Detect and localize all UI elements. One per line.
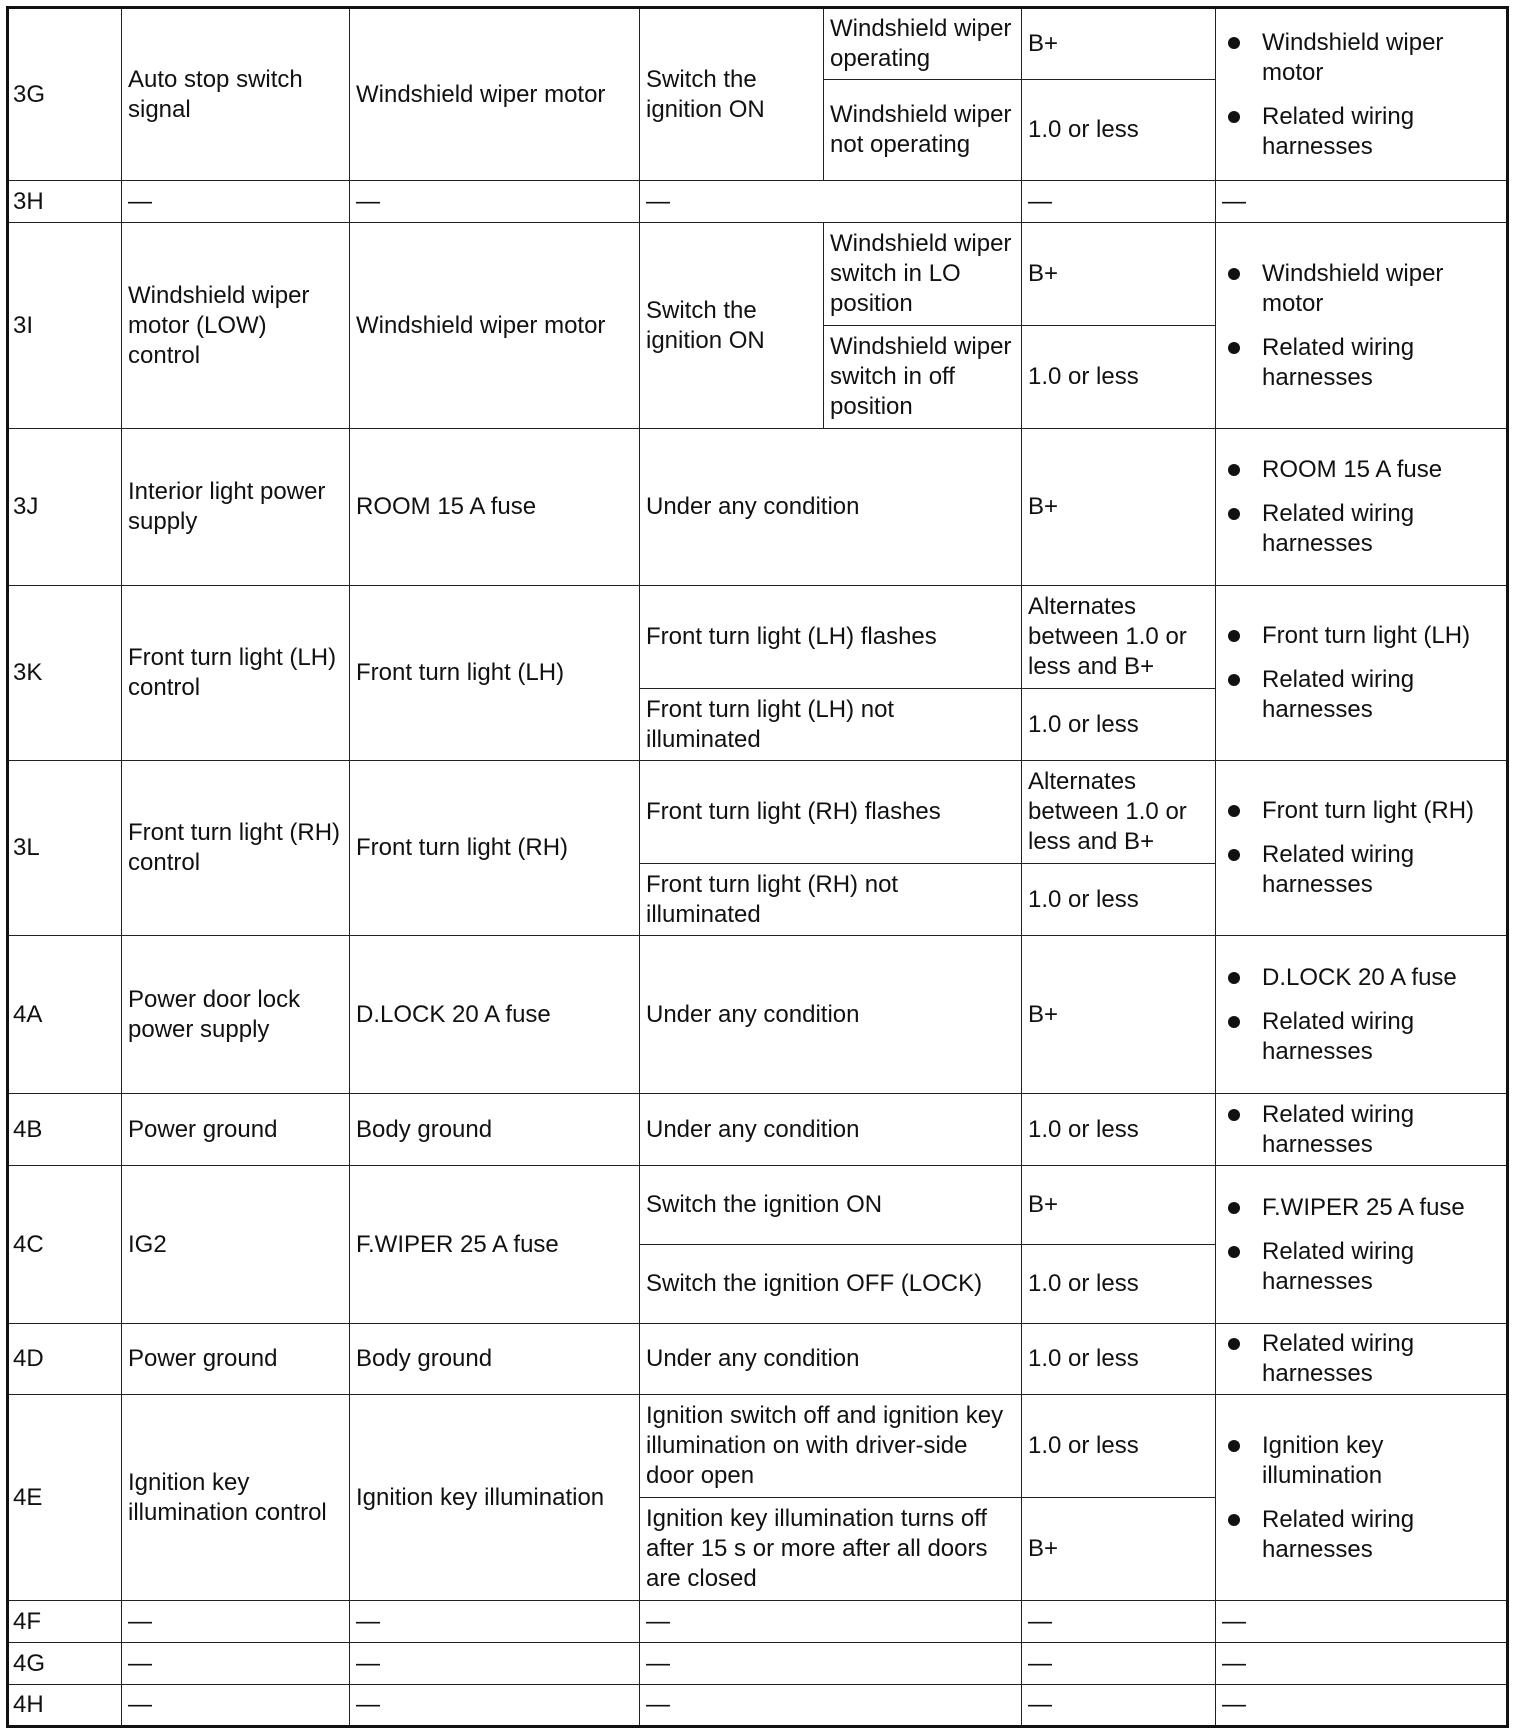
inspection-cell [1216, 1166, 1508, 1324]
inspection-item: Related wiring harnesses [1262, 499, 1500, 559]
signal-cell: Auto stop switch signal [122, 8, 350, 181]
condition-cell: Under any condition [640, 1094, 1022, 1166]
inspection-item: Windshield wiper motor [1262, 28, 1500, 88]
inspection-item: Front turn light (LH) [1262, 621, 1500, 651]
inspection-item: Ignition key illumination [1262, 1431, 1500, 1491]
voltage-cell: — [1022, 1643, 1216, 1685]
signal-cell: — [122, 181, 350, 223]
voltage-cell: B+ [1022, 8, 1216, 80]
signal-cell: Power door lock power supply [122, 936, 350, 1094]
table-row [8, 586, 1508, 689]
connected-to-cell: Front turn light (LH) [350, 586, 640, 761]
connected-to-cell: — [350, 181, 640, 223]
condition-cell: Switch the ignition ON [640, 223, 824, 429]
terminal-cell: 4F [8, 1601, 122, 1643]
condition-cell: Ignition key illumination turns off after 15 s or more after all doors are closed [640, 1498, 1022, 1601]
condition-cell: Front turn light (RH) flashes [640, 761, 1022, 864]
voltage-cell: B+ [1022, 429, 1216, 586]
connected-to-cell: — [350, 1643, 640, 1685]
voltage-cell: 1.0 or less [1022, 1395, 1216, 1498]
signal-cell: — [122, 1685, 350, 1727]
voltage-cell: B+ [1022, 936, 1216, 1094]
connected-to-cell: — [350, 1601, 640, 1643]
inspection-cell: — [1216, 1601, 1508, 1643]
table-row [8, 1685, 1508, 1727]
inspection-item: Related wiring harnesses [1262, 665, 1500, 725]
table-row [8, 8, 1508, 80]
condition-cell: — [640, 181, 1022, 223]
terminal-cell: 4D [8, 1324, 122, 1395]
condition-cell: Under any condition [640, 1324, 1022, 1395]
terminal-cell: 3J [8, 429, 122, 586]
inspection-item: Windshield wiper motor [1262, 259, 1500, 319]
voltage-cell: 1.0 or less [1022, 1094, 1216, 1166]
inspection-item: Related wiring harnesses [1262, 1237, 1500, 1297]
terminal-cell: 4H [8, 1685, 122, 1727]
voltage-cell: 1.0 or less [1022, 1324, 1216, 1395]
table-row [8, 936, 1508, 1094]
connected-to-cell: Windshield wiper motor [350, 8, 640, 181]
table-row [8, 1166, 1508, 1245]
voltage-cell: Alternates between 1.0 or less and B+ [1022, 761, 1216, 864]
condition-cell: — [640, 1643, 1022, 1685]
signal-cell: Power ground [122, 1094, 350, 1166]
table-row [8, 181, 1508, 223]
table-row [8, 1324, 1508, 1395]
voltage-cell: — [1022, 1601, 1216, 1643]
inspection-cell: — [1216, 1643, 1508, 1685]
terminal-cell: 4B [8, 1094, 122, 1166]
table-row [8, 429, 1508, 586]
inspection-item: Related wiring harnesses [1262, 1100, 1500, 1160]
terminal-voltage-table [6, 6, 1509, 1728]
signal-cell: Front turn light (RH) control [122, 761, 350, 936]
condition-cell: Front turn light (LH) not illuminated [640, 689, 1022, 761]
voltage-cell: — [1022, 1685, 1216, 1727]
connected-to-cell: Windshield wiper motor [350, 223, 640, 429]
voltage-cell: B+ [1022, 223, 1216, 326]
sub-condition-cell: Windshield wiper switch in LO position [824, 223, 1022, 326]
voltage-cell: 1.0 or less [1022, 326, 1216, 429]
inspection-cell [1216, 429, 1508, 586]
voltage-cell: — [1022, 181, 1216, 223]
signal-cell: — [122, 1601, 350, 1643]
condition-cell: Front turn light (RH) not illuminated [640, 864, 1022, 936]
table-row [8, 761, 1508, 864]
signal-cell: — [122, 1643, 350, 1685]
connected-to-cell: Front turn light (RH) [350, 761, 640, 936]
condition-cell: Front turn light (LH) flashes [640, 586, 1022, 689]
signal-cell: Power ground [122, 1324, 350, 1395]
inspection-cell [1216, 1324, 1508, 1395]
condition-cell: Switch the ignition OFF (LOCK) [640, 1245, 1022, 1324]
terminal-cell: 4A [8, 936, 122, 1094]
table-row [8, 1395, 1508, 1498]
inspection-item: Related wiring harnesses [1262, 333, 1500, 393]
condition-cell: Under any condition [640, 429, 1022, 586]
inspection-cell [1216, 761, 1508, 936]
voltage-cell: B+ [1022, 1166, 1216, 1245]
signal-cell: IG2 [122, 1166, 350, 1324]
terminal-cell: 3L [8, 761, 122, 936]
inspection-cell [1216, 8, 1508, 181]
signal-cell: Ignition key illumination control [122, 1395, 350, 1601]
table-row [8, 1601, 1508, 1643]
connected-to-cell: ROOM 15 A fuse [350, 429, 640, 586]
voltage-cell: 1.0 or less [1022, 864, 1216, 936]
inspection-item: Front turn light (RH) [1262, 796, 1500, 826]
condition-cell: Under any condition [640, 936, 1022, 1094]
inspection-cell [1216, 1395, 1508, 1601]
inspection-item: Related wiring harnesses [1262, 1007, 1500, 1067]
connected-to-cell: F.WIPER 25 A fuse [350, 1166, 640, 1324]
sub-condition-cell: Windshield wiper not operating [824, 80, 1022, 181]
inspection-item: Related wiring harnesses [1262, 102, 1500, 162]
inspection-item: D.LOCK 20 A fuse [1262, 963, 1500, 993]
inspection-item: Related wiring harnesses [1262, 1329, 1500, 1389]
signal-cell: Windshield wiper motor (LOW) control [122, 223, 350, 429]
signal-cell: Front turn light (LH) control [122, 586, 350, 761]
inspection-cell [1216, 223, 1508, 429]
terminal-cell: 3I [8, 223, 122, 429]
sub-condition-cell: Windshield wiper operating [824, 8, 1022, 80]
inspection-item: Related wiring harnesses [1262, 840, 1500, 900]
table-row [8, 1643, 1508, 1685]
connected-to-cell: Ignition key illumination [350, 1395, 640, 1601]
terminal-cell: 4G [8, 1643, 122, 1685]
terminal-cell: 4C [8, 1166, 122, 1324]
condition-cell: Ignition switch off and ignition key illumination on with driver-side door open [640, 1395, 1022, 1498]
inspection-cell: — [1216, 181, 1508, 223]
table-row [8, 223, 1508, 326]
inspection-item: Related wiring harnesses [1262, 1505, 1500, 1565]
voltage-cell: B+ [1022, 1498, 1216, 1601]
terminal-cell: 4E [8, 1395, 122, 1601]
connected-to-cell: Body ground [350, 1094, 640, 1166]
terminal-cell: 3G [8, 8, 122, 181]
connected-to-cell: — [350, 1685, 640, 1727]
inspection-cell [1216, 586, 1508, 761]
voltage-cell: 1.0 or less [1022, 689, 1216, 761]
voltage-cell: 1.0 or less [1022, 80, 1216, 181]
signal-cell: Interior light power supply [122, 429, 350, 586]
condition-cell: — [640, 1601, 1022, 1643]
connected-to-cell: Body ground [350, 1324, 640, 1395]
inspection-cell [1216, 1094, 1508, 1166]
voltage-cell: Alternates between 1.0 or less and B+ [1022, 586, 1216, 689]
terminal-cell: 3H [8, 181, 122, 223]
voltage-cell: 1.0 or less [1022, 1245, 1216, 1324]
condition-cell: — [640, 1685, 1022, 1727]
condition-cell: Switch the ignition ON [640, 1166, 1022, 1245]
table-row [8, 1094, 1508, 1166]
sub-condition-cell: Windshield wiper switch in off position [824, 326, 1022, 429]
inspection-item: ROOM 15 A fuse [1262, 455, 1500, 485]
terminal-cell: 3K [8, 586, 122, 761]
inspection-item: F.WIPER 25 A fuse [1262, 1193, 1500, 1223]
condition-cell: Switch the ignition ON [640, 8, 824, 181]
inspection-cell: — [1216, 1685, 1508, 1727]
inspection-cell [1216, 936, 1508, 1094]
connected-to-cell: D.LOCK 20 A fuse [350, 936, 640, 1094]
